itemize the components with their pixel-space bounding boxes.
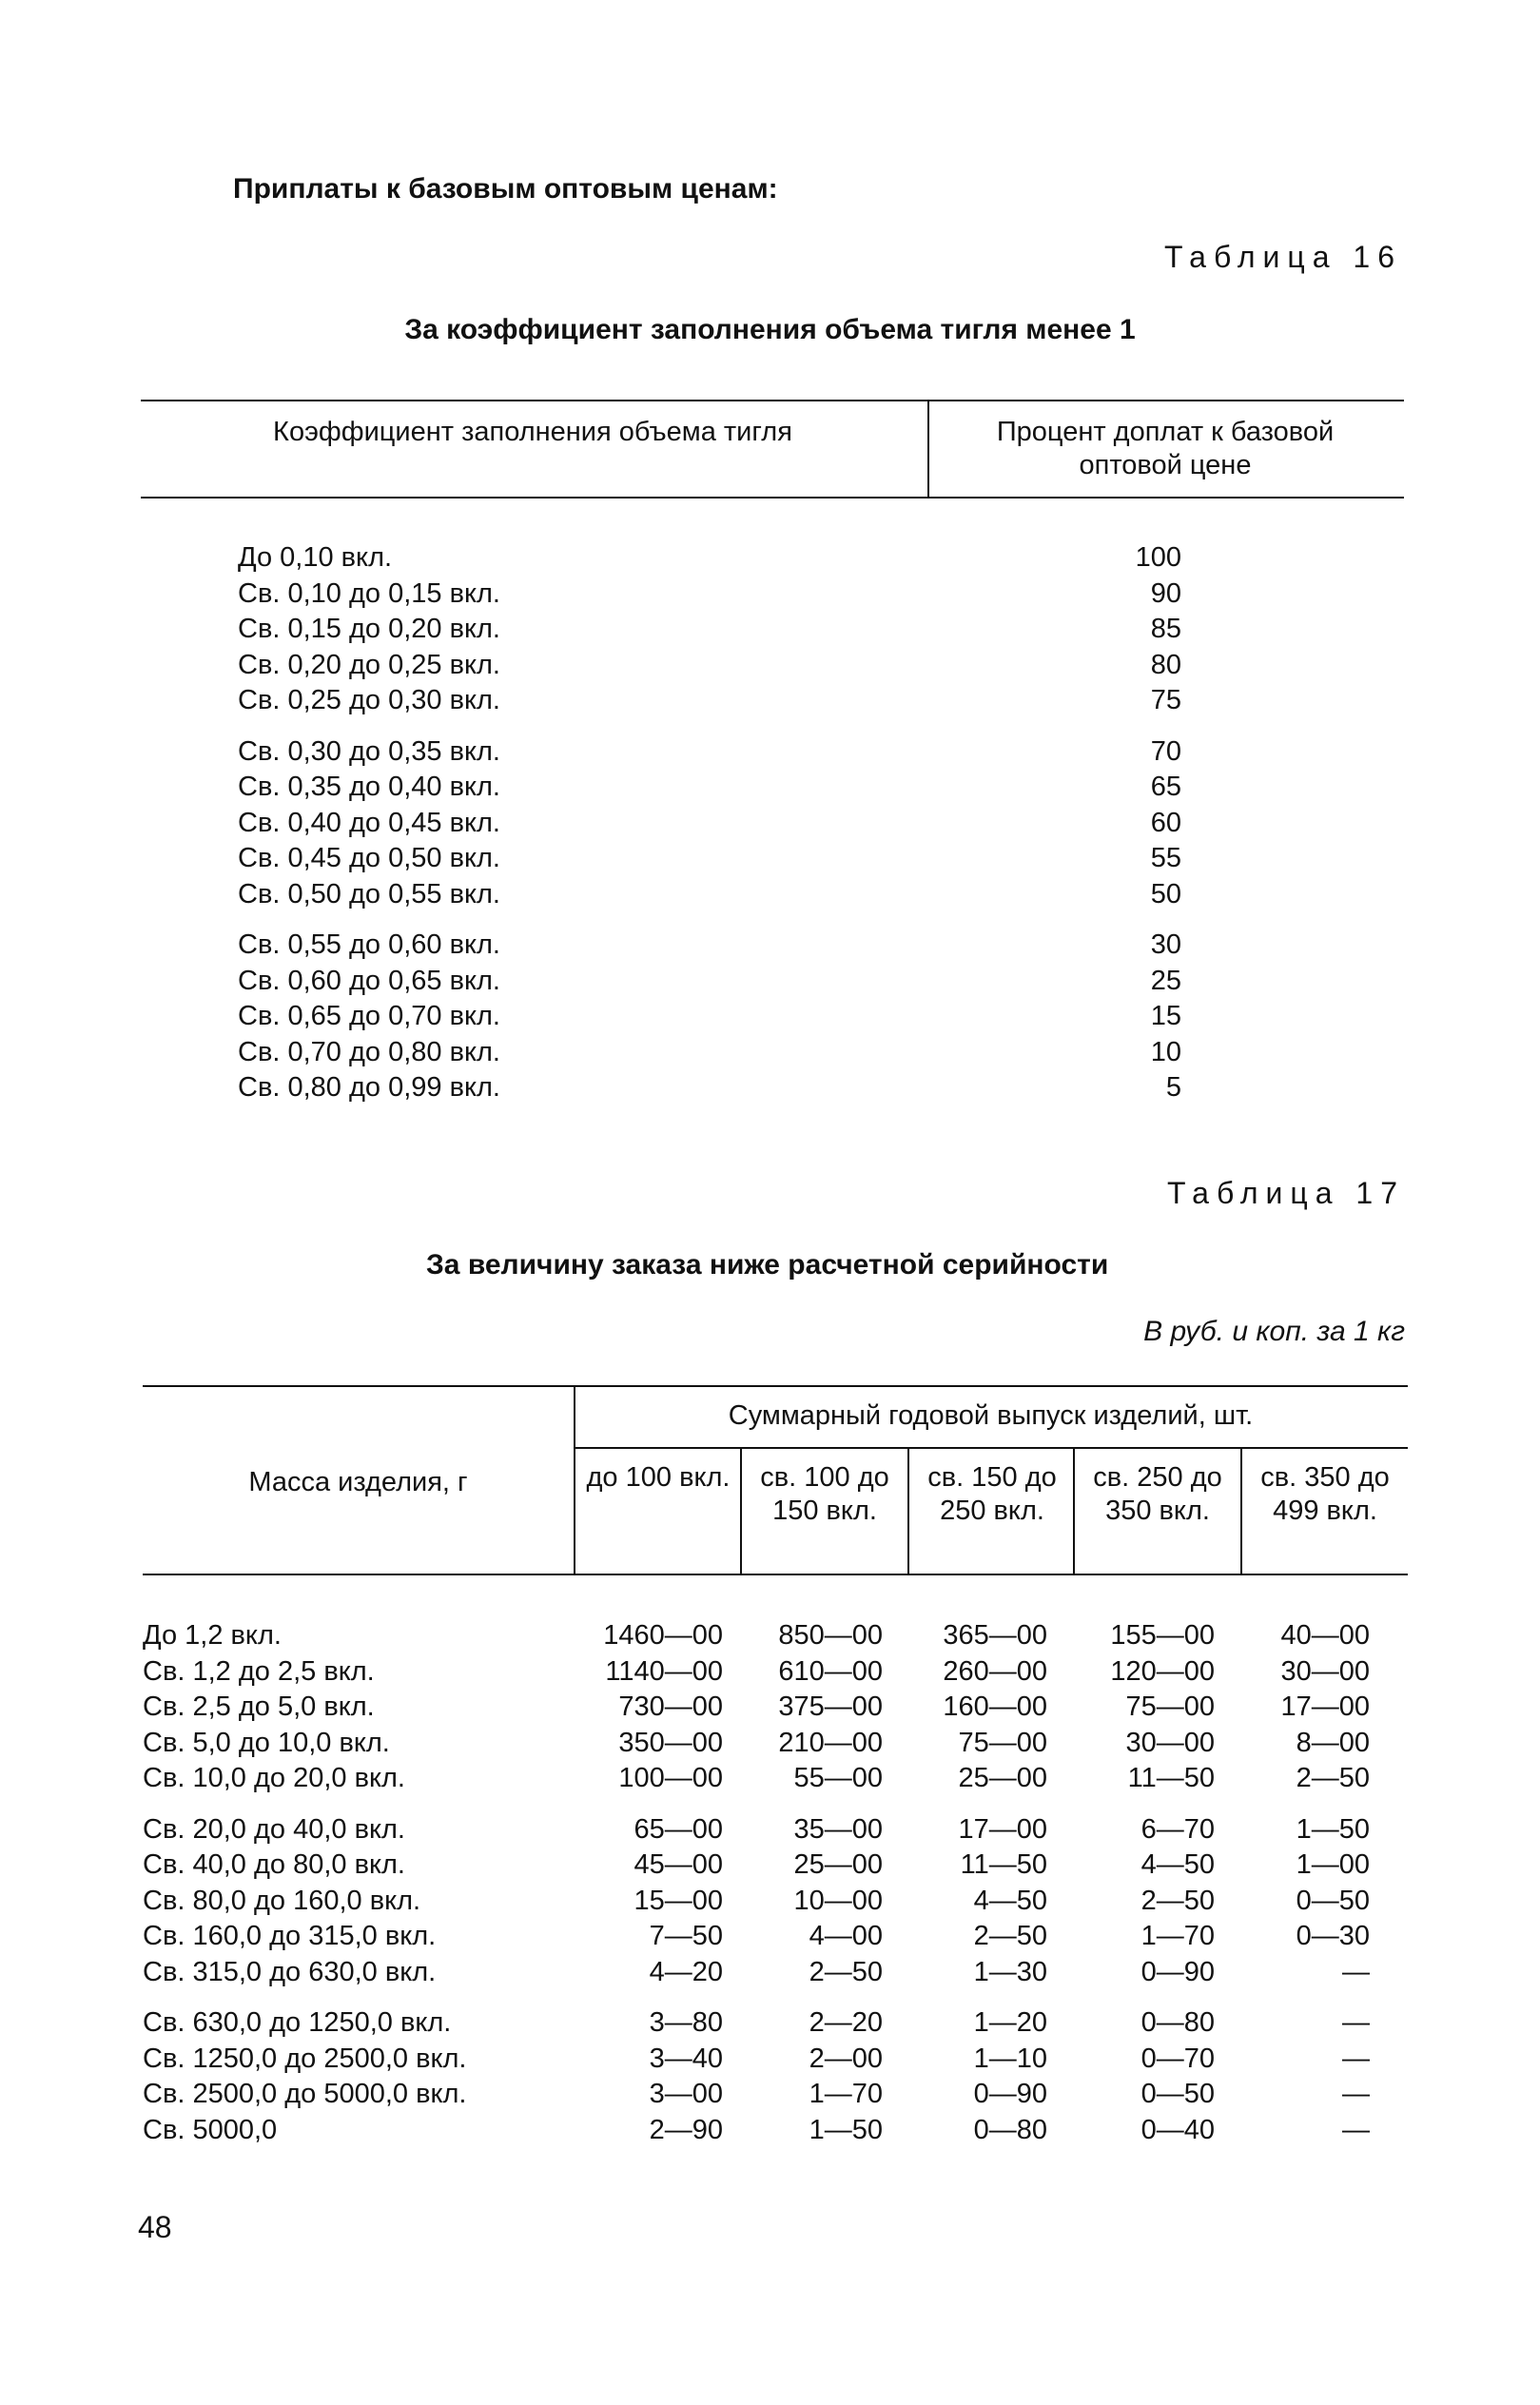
- table16-row-percent: 10: [1150, 1036, 1181, 1067]
- table17-row-mass: Св. 20,0 до 40,0 вкл.: [143, 1813, 405, 1845]
- table17-group-rule: [574, 1447, 1408, 1449]
- table17-units: В руб. и коп. за 1 кг: [1143, 1316, 1405, 1347]
- table17-row-mass: Св. 80,0 до 160,0 вкл.: [143, 1885, 421, 1916]
- table17-cell: —: [1342, 2114, 1370, 2145]
- table17-subcol-header: св. 150 до 250 вкл.: [927, 1462, 1057, 1526]
- table17-title: За величину заказа ниже расчетной серийности: [426, 1249, 1109, 1281]
- table17-cell: 1—50: [809, 2114, 883, 2145]
- table17-cell: 55—00: [793, 1763, 883, 1793]
- table17-cell: 610—00: [778, 1655, 883, 1687]
- table16-row-range: Св. 0,15 до 0,20 вкл.: [238, 614, 500, 644]
- table17-cell: 2—50: [1140, 1885, 1215, 1916]
- table17-cell: 375—00: [778, 1691, 883, 1722]
- table16-row-percent: 75: [1150, 685, 1181, 715]
- table17-cell: 0—80: [973, 2114, 1047, 2145]
- table17-cell: 1460—00: [603, 1620, 723, 1651]
- table17-cell: 2—50: [1296, 1763, 1370, 1793]
- table16-row-range: Св. 0,55 до 0,60 вкл.: [238, 929, 500, 960]
- table17-cell: 260—00: [943, 1655, 1047, 1687]
- table16-row-range: Св. 0,60 до 0,65 вкл.: [238, 965, 500, 996]
- table17-cell: 1—30: [973, 1956, 1047, 1987]
- table17-cell: 350—00: [618, 1727, 723, 1758]
- table17-cell: 45—00: [634, 1849, 723, 1880]
- table17-cell: 25—00: [793, 1849, 883, 1880]
- table17-cell: 0—50: [1296, 1885, 1370, 1916]
- table17-row-mass: Св. 1250,0 до 2500,0 вкл.: [143, 2043, 467, 2074]
- table17-cell: 7—50: [649, 1921, 723, 1951]
- page-header-title: Приплаты к базовым оптовым ценам:: [233, 173, 778, 205]
- table17-row-mass: До 1,2 вкл.: [143, 1620, 282, 1651]
- table17-cell: 75—00: [958, 1727, 1047, 1758]
- table17-cell: 1140—00: [605, 1655, 723, 1687]
- table16-row-range: Св. 0,70 до 0,80 вкл.: [238, 1036, 500, 1067]
- table17-cell: 120—00: [1110, 1655, 1215, 1687]
- table16-row-range: Св. 0,40 до 0,45 вкл.: [238, 807, 500, 838]
- table17-cell: 30—00: [1125, 1727, 1215, 1758]
- table16-row-range: Св. 0,10 до 0,15 вкл.: [238, 577, 500, 609]
- table17-row-mass: Св. 5000,0: [143, 2114, 278, 2145]
- table17-cell: 2—50: [973, 1921, 1047, 1951]
- table17-cell: 2—00: [809, 2043, 883, 2074]
- table17-cell: 40—00: [1280, 1620, 1370, 1651]
- table16-row-range: Св. 0,20 до 0,25 вкл.: [238, 649, 500, 680]
- table17-cell: 17—00: [958, 1813, 1047, 1845]
- table17-cell: 2—50: [809, 1956, 883, 1987]
- table17-cell: 35—00: [793, 1813, 883, 1845]
- table16-header-rule: [141, 497, 1404, 499]
- table17-cell: 1—00: [1296, 1849, 1370, 1880]
- table17-subcol-header: св. 100 до 150 вкл.: [760, 1462, 889, 1526]
- table17-divider-2: [907, 1447, 909, 1575]
- table16-row-percent: 85: [1150, 614, 1181, 644]
- table17-cell: 17—00: [1280, 1691, 1370, 1722]
- table17-row-mass: Св. 5,0 до 10,0 вкл.: [143, 1727, 390, 1758]
- table16-row-percent: 25: [1150, 965, 1181, 996]
- table16-row-percent: 15: [1150, 1001, 1181, 1031]
- table17-row-mass: Св. 10,0 до 20,0 вкл.: [143, 1763, 405, 1793]
- table16-row-range: Св. 0,45 до 0,50 вкл.: [238, 843, 500, 873]
- table17-cell: 65—00: [634, 1813, 723, 1845]
- table17-cell: 1—20: [973, 2007, 1047, 2038]
- table16-row-percent: 100: [1135, 542, 1181, 573]
- table17-cell: 0—50: [1140, 2079, 1215, 2109]
- table17-subcol-header: св. 350 до 499 вкл.: [1260, 1462, 1390, 1526]
- table17-cell: 4—20: [649, 1956, 723, 1987]
- table17-cell: 10—00: [793, 1885, 883, 1916]
- table17-divider-1: [740, 1447, 742, 1575]
- table16-row-range: Св. 0,35 до 0,40 вкл.: [238, 772, 500, 802]
- table17-cell: 365—00: [943, 1620, 1047, 1651]
- table17-cell: 0—70: [1140, 2043, 1215, 2074]
- table16-row-percent: 70: [1150, 735, 1181, 767]
- table16-col2-header: Процент доплат к базовой оптовой цене: [996, 417, 1335, 480]
- table17-cell: 30—00: [1280, 1655, 1370, 1687]
- table17-cell: —: [1342, 2007, 1370, 2038]
- table16-row-percent: 65: [1150, 772, 1181, 802]
- table16-row-percent: 5: [1165, 1072, 1181, 1103]
- table17-cell: 2—20: [809, 2007, 883, 2038]
- table17-cell: —: [1342, 2079, 1370, 2109]
- table17-row-mass: Св. 160,0 до 315,0 вкл.: [143, 1921, 437, 1951]
- table17-cell: 1—50: [1296, 1813, 1370, 1845]
- table17-cell: 4—50: [1140, 1849, 1215, 1880]
- table16-row-range: Св. 0,30 до 0,35 вкл.: [238, 735, 500, 767]
- table17-cell: 4—50: [973, 1885, 1047, 1916]
- table17-subcol-header: св. 250 до 350 вкл.: [1093, 1462, 1222, 1526]
- table17-cell: 25—00: [958, 1763, 1047, 1793]
- table17-cell: 210—00: [778, 1727, 883, 1758]
- table16-row-range: Св. 0,50 до 0,55 вкл.: [238, 878, 500, 909]
- table16-col1-header: Коэффициент заполнения объема тигля: [273, 417, 792, 447]
- table17-row-mass: Св. 630,0 до 1250,0 вкл.: [143, 2007, 452, 2038]
- table17-row-mass: Св. 40,0 до 80,0 вкл.: [143, 1849, 405, 1880]
- table16-row-percent: 80: [1150, 649, 1181, 680]
- table16-title: За коэффициент заполнения объема тигля менее 1: [404, 314, 1136, 345]
- page-number: 48: [138, 2210, 172, 2244]
- table17-cell: 0—90: [973, 2079, 1047, 2109]
- table16-row-range: Св. 0,80 до 0,99 вкл.: [238, 1072, 500, 1103]
- table17-cell: —: [1342, 1956, 1370, 1987]
- table17-cell: 8—00: [1296, 1727, 1370, 1758]
- table17-row-mass: Св. 2500,0 до 5000,0 вкл.: [143, 2079, 467, 2109]
- table17-cell: 3—80: [649, 2007, 723, 2038]
- table17-group-header: Суммарный годовой выпуск изделий, шт.: [728, 1400, 1254, 1431]
- table17-cell: 1—70: [809, 2079, 883, 2109]
- table17-cell: 0—80: [1140, 2007, 1215, 2038]
- table17-divider-3: [1073, 1447, 1075, 1575]
- table17-row-mass: Св. 1,2 до 2,5 вкл.: [143, 1655, 375, 1687]
- table16-row-percent: 90: [1150, 577, 1181, 609]
- table16-row-percent: 60: [1150, 807, 1181, 838]
- table17-cell: 850—00: [778, 1620, 883, 1651]
- table17-cell: 160—00: [943, 1691, 1047, 1722]
- table17-subcol-header: до 100 вкл.: [586, 1462, 731, 1493]
- table17-header-rule: [143, 1574, 1408, 1575]
- table17-cell: 730—00: [618, 1691, 723, 1722]
- table16-row-range: До 0,10 вкл.: [238, 542, 393, 573]
- table16-label: Таблица 16: [1164, 240, 1402, 274]
- table17-top-rule: [143, 1385, 1408, 1387]
- table17-label: Таблица 17: [1167, 1176, 1405, 1210]
- table17-row-mass: Св. 2,5 до 5,0 вкл.: [143, 1691, 375, 1722]
- table17-cell: 4—00: [809, 1921, 883, 1951]
- table17-cell: 3—40: [649, 2043, 723, 2074]
- table16-row-percent: 55: [1150, 843, 1181, 873]
- table17-cell: 1—10: [973, 2043, 1047, 2074]
- table17-cell: 3—00: [649, 2079, 723, 2109]
- table17-cell: —: [1342, 2043, 1370, 2074]
- table17-divider-4: [1240, 1447, 1242, 1575]
- table17-cell: 11—50: [1127, 1763, 1215, 1793]
- table16-top-rule: [141, 400, 1404, 401]
- table17-cell: 0—40: [1140, 2114, 1215, 2145]
- table16-col-divider: [927, 400, 929, 499]
- table17-cell: 15—00: [634, 1885, 723, 1916]
- table17-cell: 1—70: [1140, 1921, 1215, 1951]
- table17-cell: 100—00: [618, 1763, 723, 1793]
- table17-cell: 11—50: [960, 1849, 1047, 1880]
- table17-col-mass-header: Масса изделия, г: [248, 1467, 468, 1497]
- table16-row-range: Св. 0,65 до 0,70 вкл.: [238, 1001, 500, 1031]
- table17-cell: 6—70: [1140, 1813, 1215, 1845]
- table16-row-percent: 50: [1150, 878, 1181, 909]
- table17-cell: 0—30: [1296, 1921, 1370, 1951]
- table17-cell: 155—00: [1110, 1620, 1215, 1651]
- table17-row-mass: Св. 315,0 до 630,0 вкл.: [143, 1956, 437, 1987]
- table17-cell: 75—00: [1125, 1691, 1215, 1722]
- table17-cell: 2—90: [649, 2114, 723, 2145]
- table16-row-percent: 30: [1150, 929, 1181, 960]
- table17-cell: 0—90: [1140, 1956, 1215, 1987]
- table16-row-range: Св. 0,25 до 0,30 вкл.: [238, 685, 500, 715]
